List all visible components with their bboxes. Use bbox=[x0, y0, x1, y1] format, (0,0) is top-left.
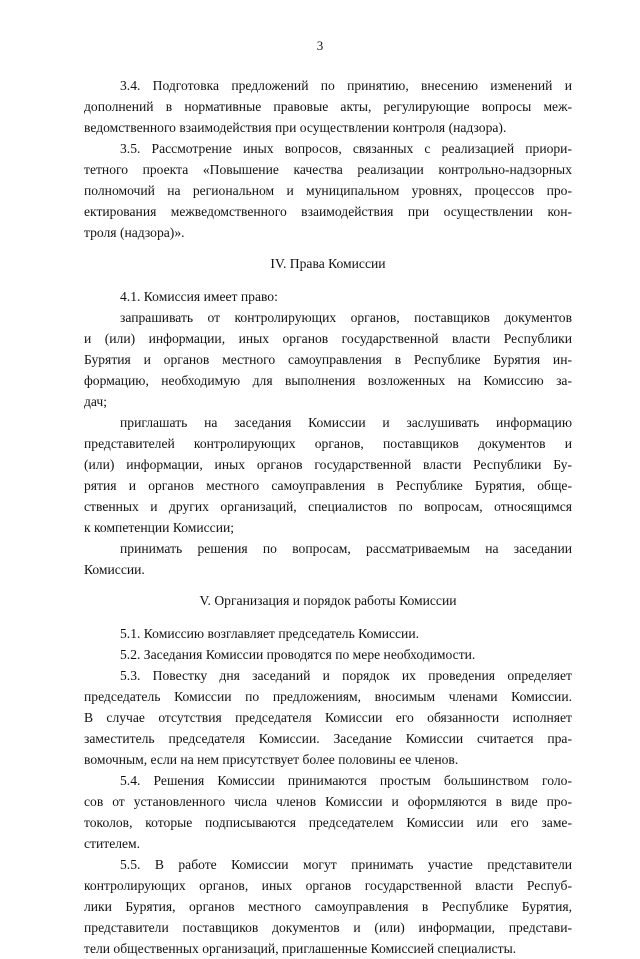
paragraph bbox=[84, 286, 572, 307]
paragraph bbox=[84, 412, 572, 538]
text-line: Комиссии. bbox=[84, 562, 145, 577]
text-line: 5.3. Повестку дня заседаний и порядок их проведения определяет bbox=[120, 668, 572, 683]
text-line: и (или) информации, иных органов государственной власти Республики bbox=[84, 331, 572, 346]
text-line: заместитель председателя Комиссии. Заседание Комиссии считается пра- bbox=[84, 731, 572, 746]
section-heading: IV. Права Комиссии bbox=[270, 256, 386, 271]
text-line: тетного проекта «Повышение качества реализации контрольно-надзорных bbox=[84, 162, 572, 177]
text-line: дач; bbox=[84, 394, 108, 409]
text-line: председатель Комиссии по предложениям, вносимым членами Комиссии. bbox=[84, 689, 572, 704]
text-line: Бурятия и органов местного самоуправления в Республике Бурятия ин- bbox=[84, 352, 572, 367]
paragraph bbox=[84, 75, 572, 138]
text-line: троля (надзора)». bbox=[84, 225, 185, 240]
text-line: вомочным, если на нем присутствует более половины ее членов. bbox=[84, 752, 459, 767]
text-line: ектирования межведомственного взаимодействия при осуществлении кон- bbox=[84, 204, 572, 219]
paragraph bbox=[84, 854, 572, 959]
text-line: контролирующих органов, иных органов государственной власти Респуб- bbox=[84, 878, 572, 893]
page-number: 3 bbox=[316, 38, 324, 53]
text-line: 5.4. Решения Комиссии принимаются простым большинством голо- bbox=[120, 773, 572, 788]
text-line: 5.2. Заседания Комиссии проводятся по мере необходимости. bbox=[120, 647, 476, 662]
text-line: 5.5. В работе Комиссии могут принимать участие представители bbox=[120, 857, 572, 872]
text-line: полномочий на региональном и муниципальном уровнях, процессов про- bbox=[84, 183, 572, 198]
paragraph bbox=[84, 538, 572, 580]
section-heading: V. Организация и порядок работы Комиссии bbox=[199, 593, 457, 608]
paragraph bbox=[84, 644, 572, 665]
text-line: принимать решения по вопросам, рассматриваемым на заседании bbox=[120, 541, 572, 556]
paragraph bbox=[84, 770, 572, 854]
text-line: тели общественных организаций, приглашенные Комиссией специалисты. bbox=[84, 941, 517, 956]
text-line: токолов, которые подписываются председателем Комиссии или его заме- bbox=[84, 815, 572, 830]
text-line: рятия и органов местного самоуправления в Республике Бурятия, обще- bbox=[84, 478, 572, 493]
document-body bbox=[84, 75, 572, 959]
text-line: запрашивать от контролирующих органов, поставщиков документов bbox=[120, 310, 572, 325]
text-line: 3.5. Рассмотрение иных вопросов, связанных с реализацией приори- bbox=[120, 141, 572, 156]
text-line: лики Бурятия, органов местного самоуправления в Республике Бурятия, bbox=[84, 899, 572, 914]
text-line: 4.1. Комиссия имеет право: bbox=[120, 289, 278, 304]
text-line: 3.4. Подготовка предложений по принятию, внесению изменений и bbox=[120, 78, 572, 93]
text-line: к компетенции Комиссии; bbox=[84, 520, 235, 535]
paragraph bbox=[84, 307, 572, 412]
text-line: представители поставщиков документов и (или) информации, представи- bbox=[84, 920, 572, 935]
text-line: (или) информации, иных органов государственной власти Республики Бу- bbox=[84, 457, 572, 472]
text-line: приглашать на заседания Комиссии и заслушивать информацию bbox=[120, 415, 572, 430]
paragraph bbox=[84, 623, 572, 644]
text-line: дополнений в нормативные правовые акты, регулирующие вопросы меж- bbox=[84, 99, 572, 114]
text-line: формацию, необходимую для выполнения возложенных на Комиссию за- bbox=[84, 373, 572, 388]
paragraph bbox=[84, 138, 572, 243]
text-line: 5.1. Комиссию возглавляет председатель Комиссии. bbox=[120, 626, 420, 641]
text-line: ственных и других организаций, специалистов по вопросам, относящимся bbox=[84, 499, 572, 514]
paragraph bbox=[84, 665, 572, 770]
text-line: ведомственного взаимодействия при осуществлении контроля (надзора). bbox=[84, 120, 507, 135]
text-line: сов от установленного числа членов Комиссии и оформляются в виде про- bbox=[84, 794, 572, 809]
text-line: В случае отсутствия председателя Комиссии его обязанности исполняет bbox=[84, 710, 572, 725]
text-line: стителем. bbox=[84, 836, 141, 851]
text-line: представителей контролирующих органов, поставщиков документов и bbox=[84, 436, 572, 451]
